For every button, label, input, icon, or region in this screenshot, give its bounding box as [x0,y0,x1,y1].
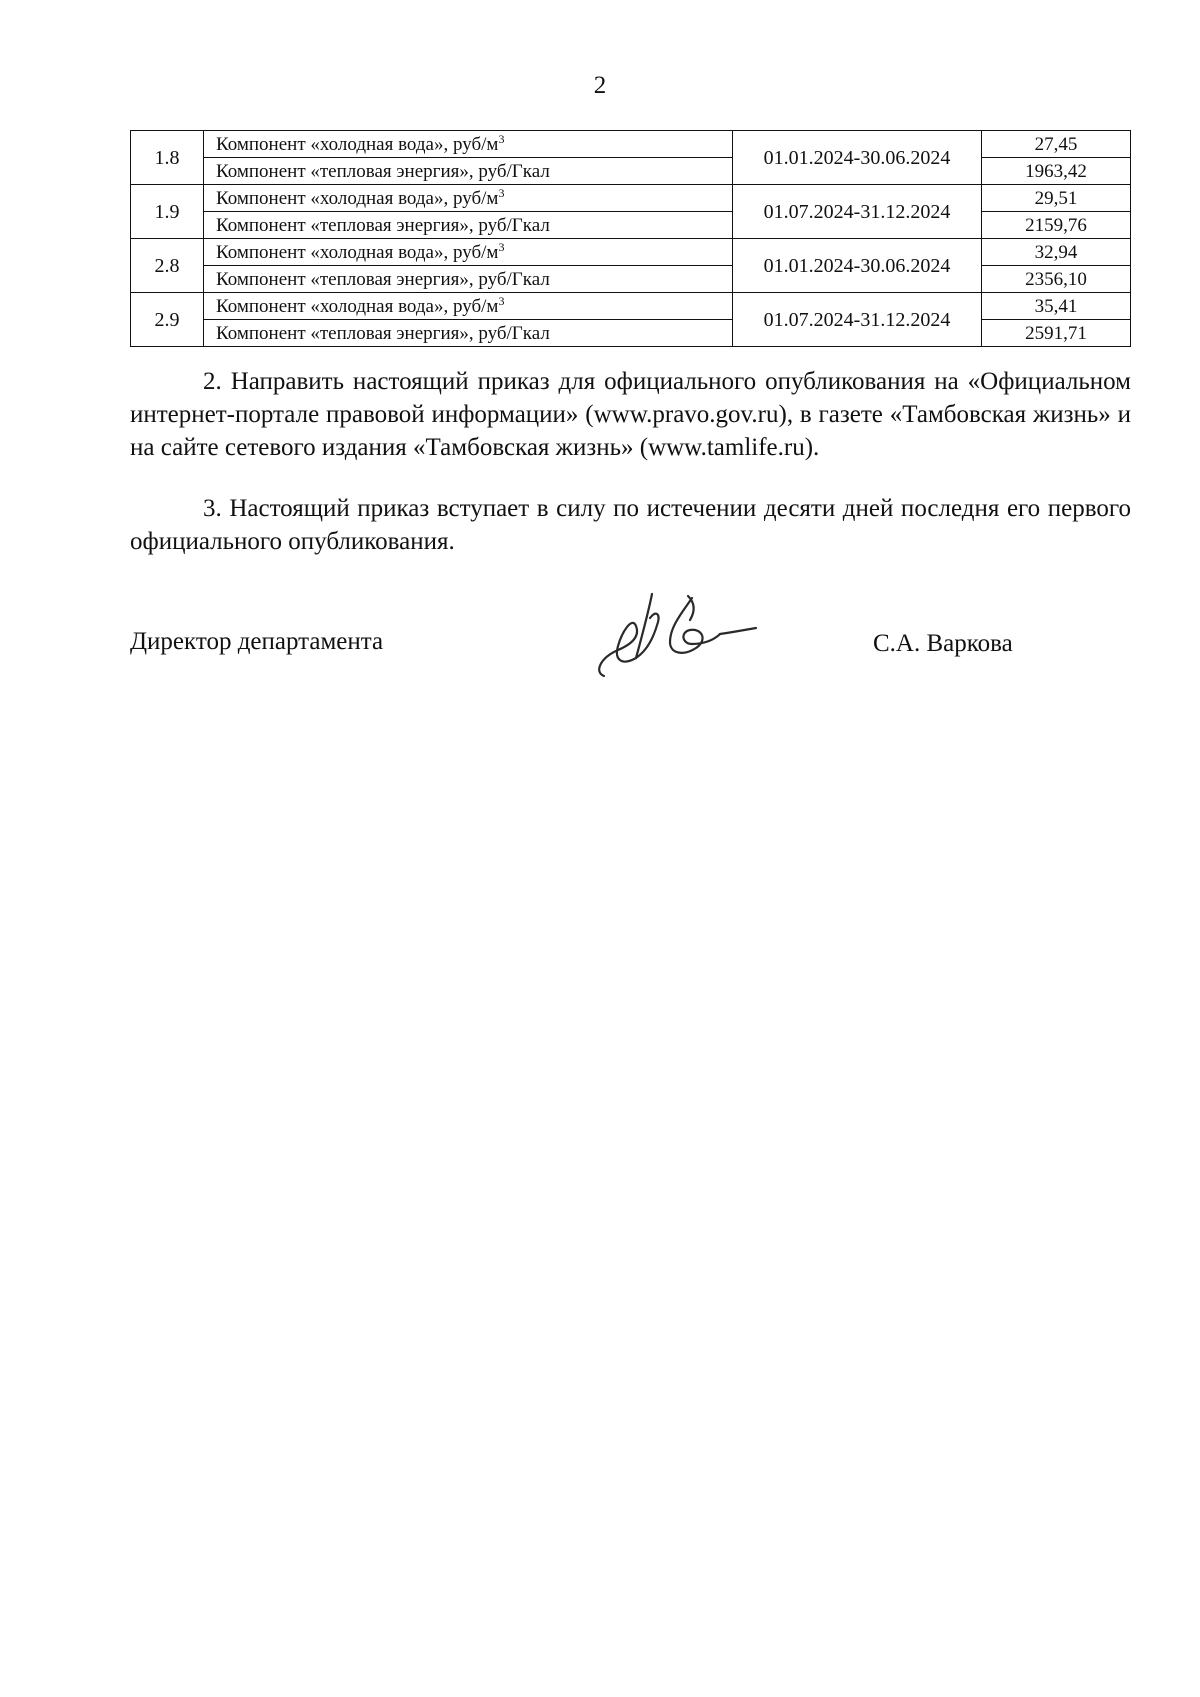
component-label: Компонент «тепловая энергия», руб/Гкал [204,212,733,239]
component-label-text: Компонент «холодная вода», руб/м [216,241,499,263]
row-number: 1.8 [131,131,204,185]
unit-superscript: 3 [498,185,505,200]
table-row [131,239,1131,266]
unit-superscript: 3 [498,293,505,308]
component-label [204,239,733,266]
table-row [131,131,1131,158]
value-cell: 1963,42 [982,158,1131,185]
component-label: Компонент «тепловая энергия», руб/Гкал [204,266,733,293]
component-label: Компонент «тепловая энергия», руб/Гкал [204,158,733,185]
component-label-text: Компонент «холодная вода», руб/м [216,187,499,209]
value-cell: 32,94 [982,239,1131,266]
period-cell: 01.07.2024-31.12.2024 [733,293,982,347]
component-label: Компонент «тепловая энергия», руб/Гкал [204,320,733,347]
component-label [204,131,733,158]
page-number: 2 [593,72,607,99]
value-cell: 29,51 [982,185,1131,212]
component-label [204,293,733,320]
unit-superscript: 3 [498,239,505,254]
component-label-text: Компонент «холодная вода», руб/м [216,295,499,317]
unit-superscript: 3 [498,131,505,146]
row-number: 1.9 [131,185,204,239]
table-row [131,293,1131,320]
row-number: 2.9 [131,293,204,347]
value-cell: 2591,71 [982,320,1131,347]
row-number: 2.8 [131,239,204,293]
period-cell: 01.07.2024-31.12.2024 [733,185,982,239]
value-cell: 2159,76 [982,212,1131,239]
handwritten-signature [592,592,762,682]
value-cell: 2356,10 [982,266,1131,293]
component-label [204,185,733,212]
tariff-table [130,130,1131,347]
paragraph-effective-date: 3. Настоящий приказ вступает в силу по истечении десяти дней последня его первого официального опубликования. [130,495,1131,555]
value-cell: 27,45 [982,131,1131,158]
signatory-name: С.А. Варкова [873,630,1013,657]
value-cell: 35,41 [982,293,1131,320]
signatory-title: Директор департамента [130,628,384,655]
period-cell: 01.01.2024-30.06.2024 [733,131,982,185]
paragraph-publication: 2. Направить настоящий приказ для официального опубликования на «Официальном интернет-портале правовой информации» (www.pravo.gov.ru), в газете «Тамбовская жизнь» и на сайте сетевого издания «Тамбовская жизнь» (www.tamlife.ru). [130,368,1131,461]
table-row [131,185,1131,212]
component-label-text: Компонент «холодная вода», руб/м [216,133,499,155]
period-cell: 01.01.2024-30.06.2024 [733,239,982,293]
